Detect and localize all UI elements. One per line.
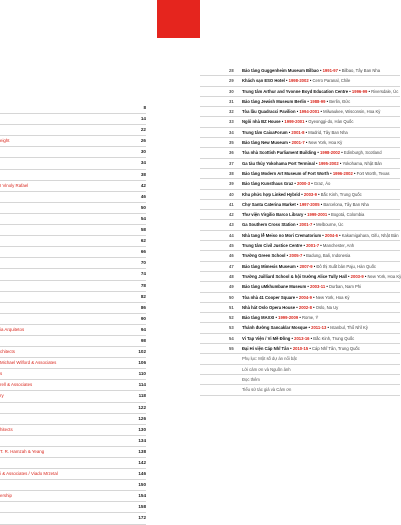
left-toc-page-number: 42 [141, 183, 146, 188]
right-toc-separator: • [295, 295, 299, 300]
right-toc-location: Kakamigahara, Gifu, Nhật Bản [342, 233, 399, 238]
right-toc-location: Barcelona, Tây Ban Nha [323, 202, 369, 207]
right-toc-note: Phụ lục: Một số dự án nổi bật [200, 354, 297, 364]
right-toc-separator: • [316, 150, 320, 155]
right-toc-row [200, 262, 400, 272]
right-toc-number: 52 [200, 313, 242, 323]
right-toc-number: 37 [200, 159, 242, 169]
right-toc-number: 38 [200, 169, 242, 179]
right-toc-row [200, 107, 400, 117]
right-toc-number: 42 [200, 210, 242, 220]
right-toc-row [200, 282, 400, 292]
left-toc-row [0, 181, 146, 192]
left-toc-row [0, 247, 146, 258]
right-toc-separator: • [310, 336, 314, 341]
right-toc-year: 1996-99 [352, 89, 367, 94]
right-toc-note: Tiểu sử tác giả và Cảm ơn [200, 385, 291, 395]
right-toc-separator: • [293, 181, 297, 186]
right-toc-location: Riversdale, Úc [371, 89, 398, 94]
right-toc-number: 43 [200, 220, 242, 230]
right-toc-note-row [200, 375, 400, 385]
right-toc-row [200, 323, 400, 333]
right-toc-separator: • [304, 119, 308, 124]
right-toc-number: 45 [200, 241, 242, 251]
right-toc-separator: • [274, 315, 278, 320]
right-toc-number: 44 [200, 231, 242, 241]
right-toc-row [200, 344, 400, 354]
right-toc-note-row [200, 354, 400, 364]
right-toc-separator: • [300, 192, 304, 197]
right-toc-number: 54 [200, 334, 242, 344]
left-toc-row [0, 491, 146, 502]
right-toc-name: Nhà hát Oslo Opera House [242, 305, 295, 310]
left-toc-row [0, 281, 146, 292]
right-toc-row [200, 76, 400, 86]
right-toc-name: Khu phức hợp Linked Hybrid [242, 192, 300, 197]
red-accent-block [157, 0, 200, 38]
left-toc-page-number: 66 [141, 249, 146, 254]
right-toc-name: Nhà tang lễ Meiso no Mori Crematorium [242, 233, 321, 238]
right-toc-name: Trường Juilliard School & hội trường Alice Tully Hall [242, 274, 347, 279]
left-toc-row [0, 147, 146, 158]
right-toc-name: Bảo tàng Kunsthaus Graz [242, 181, 293, 186]
right-toc-year: 2004-9 [299, 295, 312, 300]
left-toc-row [0, 414, 146, 425]
right-toc-number: 47 [200, 262, 242, 272]
right-toc-year: 2007-9 [300, 264, 313, 269]
right-toc-year: 1999-2009 [278, 315, 298, 320]
left-toc-page-number: 154 [138, 493, 146, 498]
left-toc-page-number: 38 [141, 172, 146, 177]
right-toc-separator: • [338, 233, 342, 238]
right-toc-location: Bogotá, Colombia [331, 212, 364, 217]
right-toc-separator: • [302, 253, 306, 258]
right-toc-separator: • [347, 274, 351, 279]
right-toc-name: Bảo tàng Guggenheim Museum Bilbao [242, 68, 319, 73]
right-toc-separator: • [340, 150, 344, 155]
left-toc-page-number: 106 [138, 360, 146, 365]
left-toc-page-number: 150 [138, 482, 146, 487]
right-toc-separator: • [312, 295, 316, 300]
right-toc-location: New York, Hoa Kỳ [316, 295, 350, 300]
right-toc-year: 1999-2001 [307, 212, 327, 217]
right-toc-year: 2003-9 [304, 192, 317, 197]
right-toc-location: Rome, Ý [302, 315, 318, 320]
right-toc-name: Vi Tap Viện / Vi Mẽ Đồng [242, 336, 290, 341]
left-toc-title: i & Associates / Viado Mrzetal [0, 471, 118, 476]
left-toc-page-number: 82 [141, 294, 146, 299]
right-toc-separator: • [327, 212, 331, 217]
right-toc-name: Bảo tàng MAXXI [242, 315, 274, 320]
right-toc-separator: • [306, 284, 310, 289]
right-toc-name: Trung tâm Arthur and Yvonne Boyd Education Centre [242, 89, 348, 94]
right-toc-location: Melbourne, Úc [316, 222, 343, 227]
left-toc-row [0, 336, 146, 347]
right-toc-year: 2003-9 [351, 274, 364, 279]
left-toc-row [0, 103, 146, 114]
right-toc-name: Bảo tàng New Museum [242, 140, 288, 145]
right-toc-separator: • [296, 202, 300, 207]
right-toc-name: Tòa nhà Scottish Parliament Building [242, 150, 316, 155]
right-toc-separator: • [329, 171, 333, 176]
right-toc-year: 2005-7 [289, 253, 302, 258]
right-toc-separator: • [305, 140, 309, 145]
right-toc-number: 33 [200, 117, 242, 127]
right-toc-separator: • [319, 109, 323, 114]
right-toc-name: Bảo tàng Modern Art Museum of Fort Worth [242, 171, 329, 176]
left-toc-page-number: 54 [141, 216, 146, 221]
right-toc-row [200, 210, 400, 220]
left-toc-title: rell & Associates [0, 382, 118, 387]
left-toc-row [0, 314, 146, 325]
right-toc-year: 2004-6 [325, 233, 338, 238]
left-toc-row [0, 236, 146, 247]
left-toc-title: ership [0, 493, 118, 498]
right-toc-row [200, 272, 400, 282]
right-toc-number: 36 [200, 148, 242, 158]
left-toc-row [0, 303, 146, 314]
right-toc-row [200, 313, 400, 323]
right-toc-year: 1995-2002 [319, 161, 339, 166]
left-toc-row [0, 458, 146, 469]
right-toc-row [200, 159, 400, 169]
right-toc-number: 29 [200, 76, 242, 86]
left-toc-page-number: 22 [141, 127, 146, 132]
right-toc-year: 2001-8 [291, 130, 304, 135]
right-toc-separator: • [285, 253, 289, 258]
left-toc-row [0, 170, 146, 181]
left-toc-page-number: 30 [141, 149, 146, 154]
right-toc-name: Thánh đường Sancaklar Mosque [242, 325, 307, 330]
right-toc-name: Bảo tàng Mimesis Museum [242, 264, 296, 269]
left-toc-row [0, 502, 146, 513]
left-toc-page-number: 146 [138, 471, 146, 476]
left-toc-page-number: 172 [138, 515, 146, 520]
right-toc-year: 2000-3 [297, 181, 310, 186]
right-toc-separator: • [289, 346, 293, 351]
right-toc-number: 53 [200, 323, 242, 333]
right-toc-number: 35 [200, 138, 242, 148]
right-toc-number: 34 [200, 128, 242, 138]
left-toc-row [0, 258, 146, 269]
right-toc-name: Trung tâm Civil Justice Centre [242, 243, 302, 248]
left-toc-page-number: 122 [138, 405, 146, 410]
left-toc-page-number: 74 [141, 271, 146, 276]
left-toc-page-number: 8 [143, 105, 146, 110]
right-toc-year: 2010-15 [293, 346, 308, 351]
right-toc-row [200, 303, 400, 313]
right-toc-separator: • [304, 130, 308, 135]
left-toc-title: eight [0, 138, 118, 143]
left-toc-row [0, 192, 146, 203]
right-toc-location: Badung, Bali, Indonesia [306, 253, 350, 258]
left-toc-row [0, 292, 146, 303]
right-toc-year: 2001-7 [306, 243, 319, 248]
right-toc-year: 1994-2001 [299, 109, 319, 114]
left-toc-page-number: 102 [138, 349, 146, 354]
right-toc-row [200, 117, 400, 127]
right-toc-separator: • [367, 89, 371, 94]
left-toc-page-number: 46 [141, 194, 146, 199]
right-toc-name: Trung tâm CaixaForum [242, 130, 288, 135]
right-toc-year: 2011-13 [311, 325, 326, 330]
right-toc-separator: • [338, 68, 342, 73]
right-toc-name: Khách sạn ESO Hotel [242, 78, 285, 83]
right-toc-note: Đọc thêm [200, 375, 260, 385]
right-toc-name: Ga Southern Cross Station [242, 222, 296, 227]
left-toc-row [0, 436, 146, 447]
right-toc-location: Graz, Áo [314, 181, 331, 186]
right-toc-year: 1996-2002 [333, 171, 353, 176]
right-toc-row [200, 241, 400, 251]
left-toc-row [0, 125, 146, 136]
right-toc-separator: • [321, 233, 325, 238]
right-toc-name: Chợ Santa Caterina Market [242, 202, 296, 207]
right-toc-row [200, 220, 400, 230]
right-toc-separator: • [312, 222, 316, 227]
right-toc-separator: • [325, 99, 329, 104]
right-toc-separator: • [303, 212, 307, 217]
right-toc-location: Bắc Kinh, Trung Quốc [321, 192, 362, 197]
right-toc-row [200, 128, 400, 138]
right-toc-note-row [200, 385, 400, 395]
left-toc-page-number: 94 [141, 327, 146, 332]
left-toc-row [0, 358, 146, 369]
right-toc-number: 41 [200, 200, 242, 210]
left-toc-page-number: 78 [141, 283, 146, 288]
left-toc-row [0, 347, 146, 358]
right-toc-separator: • [313, 264, 317, 269]
right-toc-row [200, 293, 400, 303]
right-toc-location: Cerro Paranal, Chile [312, 78, 350, 83]
right-toc-year: 2002-8 [299, 305, 312, 310]
right-toc-separator: • [326, 325, 330, 330]
right-toc-row [200, 190, 400, 200]
right-toc-separator: • [315, 161, 319, 166]
right-toc-separator: • [306, 99, 310, 104]
right-toc-number: 30 [200, 87, 242, 97]
right-toc-location: Milwaukee, Wisconsin, Hoa Kỳ [323, 109, 380, 114]
right-toc-separator: • [302, 243, 306, 248]
right-toc-number: 28 [200, 66, 242, 76]
right-toc-location: Yokohama, Nhật Bản [342, 161, 381, 166]
left-toc-title: ry [0, 393, 118, 398]
left-toc-page-number: 134 [138, 438, 146, 443]
left-toc-row [0, 136, 146, 147]
left-toc-row [0, 469, 146, 480]
right-toc-separator: • [296, 222, 300, 227]
left-toc-row [0, 214, 146, 225]
right-toc-name: Ngôi nhà BZ House [242, 119, 281, 124]
right-toc-separator: • [309, 78, 313, 83]
right-toc-year: 2001-7 [299, 222, 312, 227]
left-toc-page-number: 70 [141, 260, 146, 265]
right-toc-separator: • [288, 130, 292, 135]
right-toc-note-row [200, 365, 400, 375]
right-toc-year: 2013-16 [294, 336, 309, 341]
right-toc-year: 1988-99 [310, 99, 325, 104]
left-toc-page-number: 90 [141, 316, 146, 321]
left-toc-page-number: 158 [138, 504, 146, 509]
left-toc-page-number: 26 [141, 138, 146, 143]
left-toc-page-number: 58 [141, 227, 146, 232]
left-toc-row [0, 158, 146, 169]
right-toc-number: 31 [200, 97, 242, 107]
right-toc-row [200, 231, 400, 241]
right-toc-separator: • [312, 305, 316, 310]
right-toc-separator: • [319, 243, 323, 248]
left-toc-row [0, 203, 146, 214]
right-toc-year: 1991-97 [323, 68, 338, 73]
right-toc-row [200, 200, 400, 210]
right-toc-year: 1998-2002 [289, 78, 309, 83]
left-toc-page-number: 114 [139, 382, 146, 387]
right-toc-location: Bilbao, Tây Ban Nha [342, 68, 380, 73]
right-toc-year: 2001-7 [292, 140, 305, 145]
right-toc-location: Manchester, Anh [323, 243, 354, 248]
left-toc-title: chitects [0, 349, 118, 354]
left-toc-page-number: 126 [138, 416, 146, 421]
right-toc-number: 50 [200, 293, 242, 303]
left-toc-page-number: 118 [139, 393, 146, 398]
right-toc-separator: • [288, 140, 292, 145]
left-toc-title: T. R. Hamzah & Yeang [0, 449, 118, 454]
right-toc-separator: • [295, 305, 299, 310]
left-toc-page-number: 62 [141, 238, 146, 243]
right-toc-separator: • [317, 192, 321, 197]
right-toc-separator: • [296, 264, 300, 269]
left-toc-row [0, 447, 146, 458]
right-toc-separator: • [290, 336, 294, 341]
right-toc-number: 48 [200, 272, 242, 282]
left-toc-row [0, 513, 146, 524]
right-toc-location: Oslo, Na Uy [316, 305, 339, 310]
left-toc-title: ia Arquitetos [0, 327, 118, 332]
right-toc-location: New York, Hoa Kỳ [308, 140, 342, 145]
right-toc-location: Istanbul, Thổ Nhĩ Kỳ [330, 325, 368, 330]
right-toc-row [200, 169, 400, 179]
right-toc-name: Đại Hí viện Cáp Nhĩ Tân [242, 346, 289, 351]
left-toc-page-number: 110 [139, 371, 146, 376]
right-toc-location: Durban, Nam Phi [329, 284, 361, 289]
right-toc-location: Madrid, Tây Ban Nha [308, 130, 348, 135]
left-toc-page-number: 86 [141, 305, 146, 310]
left-toc-page-number: 50 [141, 205, 146, 210]
right-toc-number: 32 [200, 107, 242, 117]
left-toc-row [0, 325, 146, 336]
right-toc-location: New York, Hoa Kỳ [368, 274, 401, 279]
right-toc-name: Trường Green School [242, 253, 285, 258]
left-toc-page-number: 138 [138, 449, 146, 454]
right-toc-separator: • [339, 161, 343, 166]
right-toc-separator: • [319, 68, 323, 73]
right-toc-year: 1998-2002 [320, 150, 340, 155]
right-toc-location: Cáp Nhĩ Tân, Trung Quốc [312, 346, 360, 351]
left-toc-page-number: 142 [138, 460, 146, 465]
right-toc-year: 1997-2005 [300, 202, 320, 207]
right-toc-row [200, 138, 400, 148]
right-toc-separator: • [298, 315, 302, 320]
right-toc-name: Tòa lầu Quadracci Pavilion [242, 109, 296, 114]
right-toc-separator: • [353, 171, 357, 176]
right-toc-separator: • [325, 284, 329, 289]
left-toc-list [0, 103, 146, 525]
right-toc-separator: • [307, 325, 311, 330]
left-toc-row [0, 425, 146, 436]
left-toc-row [0, 391, 146, 402]
right-toc-year: 1999-2001 [284, 119, 304, 124]
right-toc-location: Đô thị Xuất bản Paju, Hàn Quốc [316, 264, 376, 269]
right-toc-separator: • [285, 78, 289, 83]
right-toc-number: 46 [200, 251, 242, 261]
right-toc-separator: • [348, 89, 352, 94]
right-toc-name: Ga tàu thủy Yokohama Port Terminal [242, 161, 315, 166]
right-toc-number: 49 [200, 282, 242, 292]
right-toc-year: 2003-11 [310, 284, 325, 289]
right-toc-row [200, 66, 400, 76]
right-toc-location: Fort Worth, Texas [357, 171, 390, 176]
right-toc-separator: • [308, 346, 312, 351]
left-toc-row [0, 380, 146, 391]
left-toc-row [0, 480, 146, 491]
right-toc-location: Gyeonggi-do, Hàn Quốc [308, 119, 353, 124]
right-toc-row [200, 179, 400, 189]
left-toc-row [0, 269, 146, 280]
right-toc-name: Tòa nhà 41 Cooper Square [242, 295, 295, 300]
right-toc-row [200, 334, 400, 344]
left-toc-row [0, 369, 146, 380]
left-toc-title: Michael Wilford & Associates [0, 360, 118, 365]
right-toc-separator: • [364, 274, 368, 279]
left-toc-title: hitects [0, 427, 118, 432]
right-toc-separator: • [310, 181, 314, 186]
right-toc-name: Bảo tàng Jewish Museum Berlin [242, 99, 306, 104]
left-toc-title: I Vinoly Rafael [0, 183, 118, 188]
right-toc-number: 39 [200, 179, 242, 189]
right-toc-name: Bảo tàng uMkhumbane Museum [242, 284, 306, 289]
left-toc-row [0, 403, 146, 414]
right-toc-location: Bắc Kinh, Trung Quốc [313, 336, 354, 341]
right-toc-note: Lời cảm ơn và Nguồn ảnh [200, 365, 291, 375]
right-toc-location: Berlin, Đức [329, 99, 350, 104]
right-toc-row [200, 97, 400, 107]
left-toc-row [0, 114, 146, 125]
right-toc-number: 55 [200, 344, 242, 354]
left-toc-page-number: 34 [141, 160, 146, 165]
left-toc-page-number: 130 [138, 427, 146, 432]
left-toc-row [0, 225, 146, 236]
right-toc-row [200, 251, 400, 261]
left-toc-page-number: 98 [141, 338, 146, 343]
left-toc-page-number: 14 [141, 116, 146, 121]
right-toc-separator: • [320, 202, 324, 207]
right-toc-row [200, 148, 400, 158]
right-toc-number: 51 [200, 303, 242, 313]
right-toc-list [200, 66, 400, 396]
right-toc-separator: • [296, 109, 300, 114]
right-toc-row [200, 87, 400, 97]
right-toc-separator: • [281, 119, 285, 124]
left-toc-title: s [0, 371, 118, 376]
right-toc-location: Edinburgh, Scotland [344, 150, 382, 155]
right-toc-number: 40 [200, 190, 242, 200]
right-toc-name: Thư viện Virgilio Barco Library [242, 212, 303, 217]
